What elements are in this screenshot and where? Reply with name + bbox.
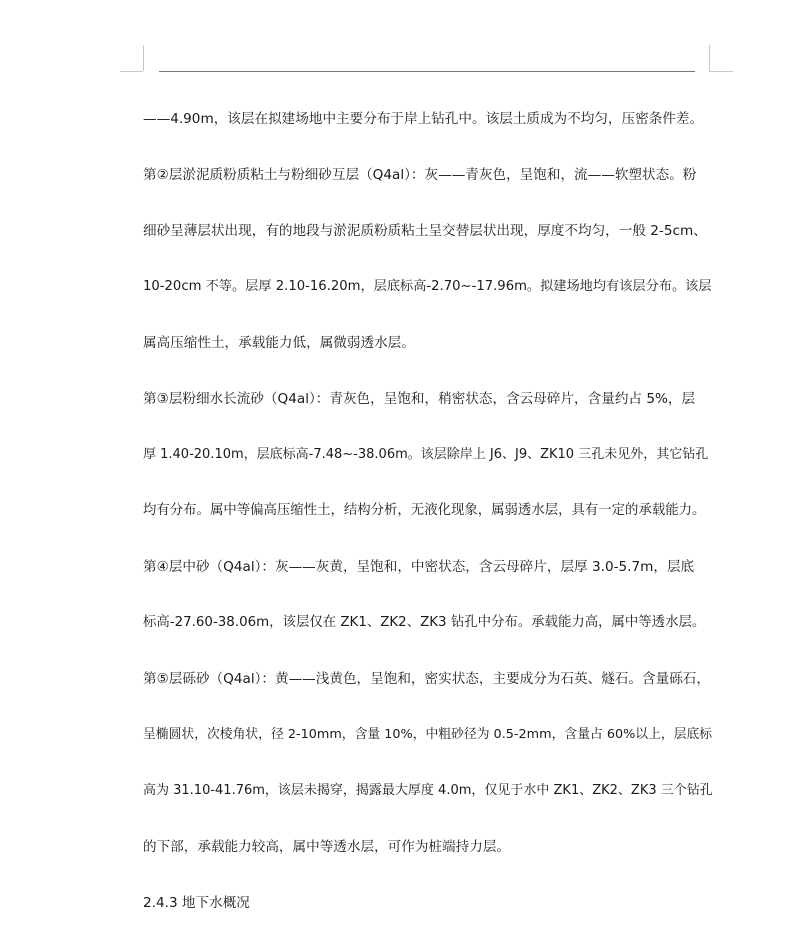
section-heading: 2.4.3 地下水概况 bbox=[143, 895, 250, 911]
crop-mark-top-right-horizontal bbox=[709, 71, 733, 72]
text-line: 高为 31.10-41.76m，该层未揭穿，揭露最大厚度 4.0m，仅见于水中 ZK1、ZK2、ZK3 三个钻孔 bbox=[143, 783, 713, 798]
text-line: 标高-27.60-38.06m，该层仅在 ZK1、ZK2、ZK3 钻孔中分布。承载能力高，属中等透水层。 bbox=[143, 615, 706, 630]
text-line: ——4.90m，该层在拟建场地中主要分布于岸上钻孔中。该层土质成为不均匀，压密条件差。 bbox=[143, 111, 704, 127]
header-rule bbox=[159, 71, 695, 72]
crop-mark-top-right-vertical bbox=[709, 45, 710, 71]
crop-mark-top-left-horizontal bbox=[120, 71, 143, 72]
text-line: 的下部，承载能力较高，属中等透水层，可作为桩端持力层。 bbox=[143, 839, 511, 855]
text-line: 第③层粉细水长流砂（Q4al）：青灰色，呈饱和，稍密状态，含云母碎片，含量约占 5%，层 bbox=[143, 391, 696, 407]
text-line: 第⑤层砾砂（Q4al）：黄——浅黄色，呈饱和，密实状态，主要成分为石英、燧石。含量砾石， bbox=[143, 671, 710, 687]
crop-mark-top-left-vertical bbox=[143, 45, 144, 71]
text-line: 厚 1.40-20.10m，层底标高-7.48~-38.06m。该层除岸上 J6、J9、ZK10 三孔未见外，其它钻孔 bbox=[143, 447, 709, 462]
text-line: 属高压缩性土，承载能力低，属微弱透水层。 bbox=[143, 335, 415, 351]
document-body bbox=[143, 100, 713, 940]
text-line: 均有分布。属中等偏高压缩性土，结构分析，无液化现象，属弱透水层，具有一定的承载能力。 bbox=[143, 503, 706, 518]
text-line: 第④层中砂（Q4al）：灰——灰黄，呈饱和，中密状态，含云母碎片，层厚 3.0-5.7m，层底 bbox=[143, 559, 695, 575]
text-line: 呈椭圆状，次棱角状，径 2-10mm，含量 10%，中粗砂径为 0.5-2mm，含量占 60%以上，层底标 bbox=[143, 727, 713, 742]
text-line: 细砂呈薄层状出现，有的地段与淤泥质粉质粘土呈交替层状出现，厚度不均匀，一般 2-5cm、 bbox=[143, 223, 707, 239]
text-line: 10-20cm 不等。层厚 2.10-16.20m，层底标高-2.70~-17.96m。拟建场地均有该层分布。该层 bbox=[143, 279, 712, 294]
text-line: 第②层淤泥质粉质粘土与粉细砂互层（Q4al）：灰——青灰色，呈饱和，流——软塑状态。粉 bbox=[143, 167, 697, 183]
